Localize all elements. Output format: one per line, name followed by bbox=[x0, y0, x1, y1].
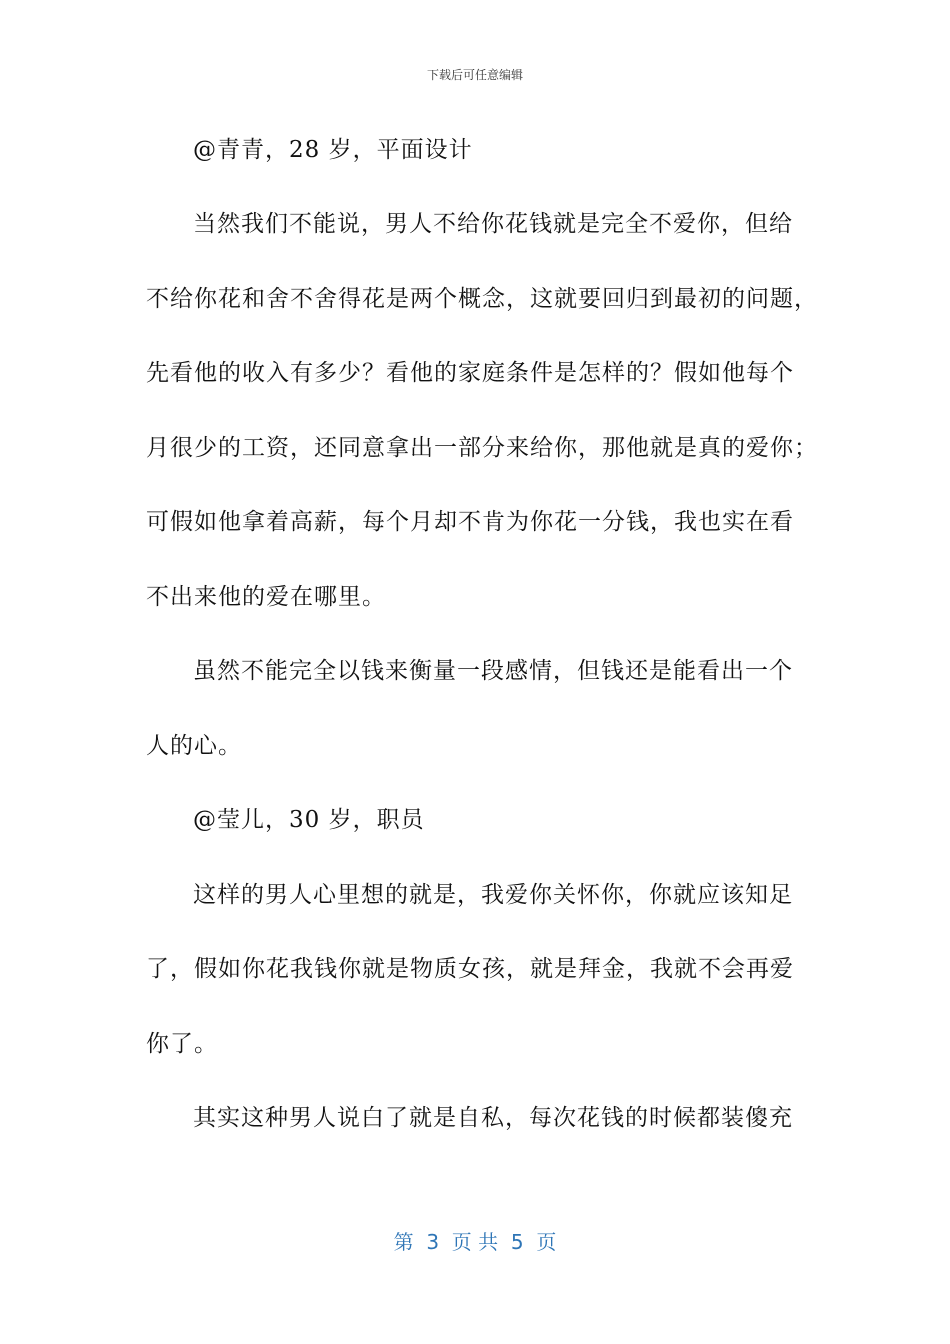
paragraph-line: @青青，28 岁，平面设计 bbox=[193, 137, 473, 163]
paragraph-line: 虽然不能完全以钱来衡量一段感情，但钱还是能看出一个 bbox=[193, 658, 793, 684]
paragraph-line: 这样的男人心里想的就是，我爱你关怀你，你就应该知足 bbox=[193, 882, 793, 908]
paragraph-line: 你了。 bbox=[146, 1031, 218, 1057]
page-number-footer: 第 3 页 共 5 页 bbox=[393, 1230, 557, 1254]
paragraph-line: 了，假如你花我钱你就是物质女孩，就是拜金，我就不会再爱 bbox=[146, 956, 794, 982]
paragraph-line: 当然我们不能说，男人不给你花钱就是完全不爱你，但给 bbox=[193, 211, 793, 237]
paragraph-line: 先看他的收入有多少？看他的家庭条件是怎样的？假如他每个 bbox=[146, 360, 794, 386]
page-header: 下载后可任意编辑 bbox=[426, 68, 523, 82]
paragraph-line: 不出来他的爱在哪里。 bbox=[146, 584, 386, 610]
paragraph-line: 可假如他拿着高薪，每个月却不肯为你花一分钱，我也实在看 bbox=[146, 509, 794, 535]
paragraph-line: 其实这种男人说白了就是自私，每次花钱的时候都装傻充 bbox=[193, 1105, 793, 1131]
paragraph-line: @莹儿，30 岁，职员 bbox=[193, 807, 425, 833]
paragraph-line: 月很少的工资，还同意拿出一部分来给你，那他就是真的爱你； bbox=[146, 435, 818, 461]
paragraph-line: 人的心。 bbox=[146, 733, 242, 759]
paragraph-line: 不给你花和舍不舍得花是两个概念，这就要回归到最初的问题， bbox=[146, 286, 818, 312]
